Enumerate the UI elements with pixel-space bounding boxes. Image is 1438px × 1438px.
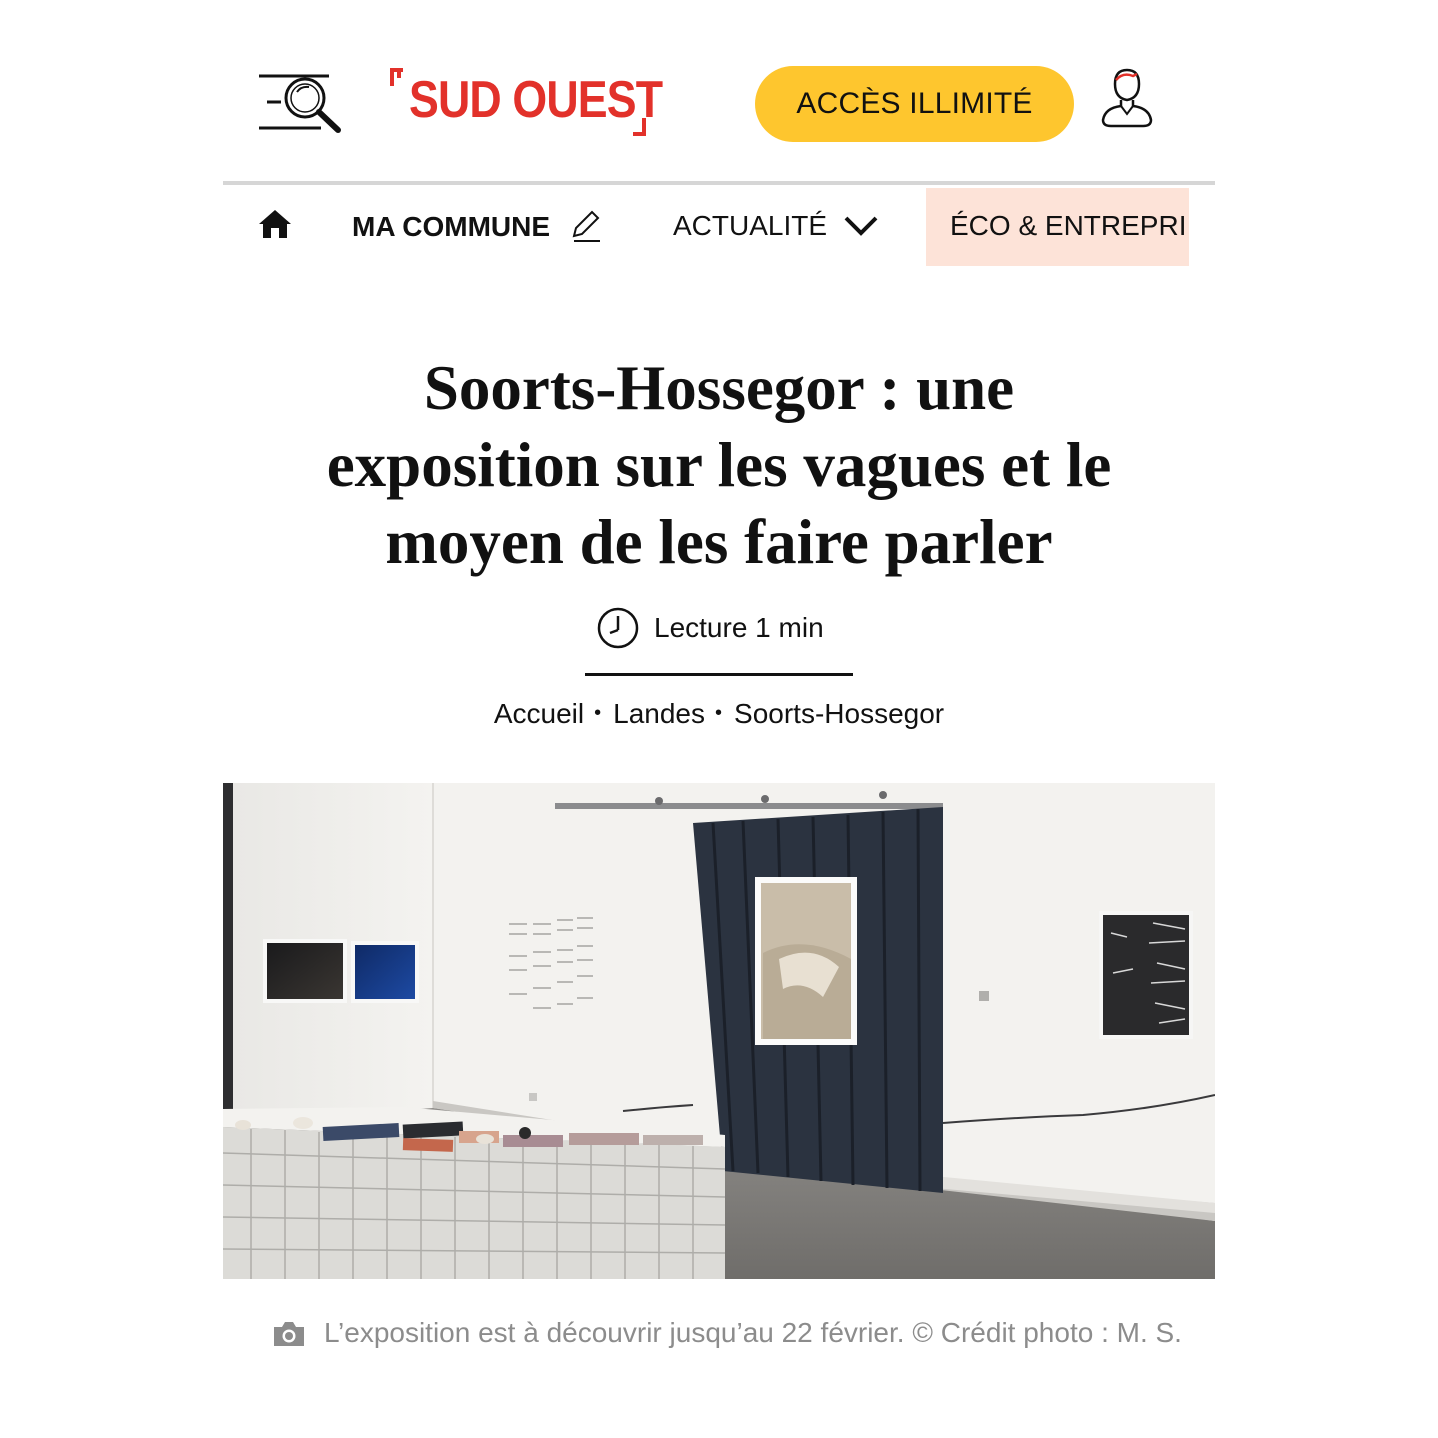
breadcrumb-soorts-hossegor[interactable]: Soorts-Hossegor [734, 698, 945, 729]
camera-icon [272, 1320, 306, 1348]
site-header [223, 40, 1215, 160]
pencil-icon [568, 210, 602, 244]
chevron-down-icon [843, 214, 879, 238]
site-logo[interactable] [389, 68, 663, 148]
nav-actualite[interactable] [673, 210, 879, 242]
reading-time [596, 604, 824, 652]
unlimited-access-button[interactable]: ACCÈS ILLIMITÉ [755, 66, 1074, 142]
photo-caption [272, 1310, 1182, 1406]
article-title: Soorts-Hossegor : une exposition sur les vagues et le moyen de les faire parler [326, 353, 1112, 577]
logo-text: SUD OUEST [409, 71, 663, 129]
title-divider [585, 673, 853, 676]
breadcrumb: Accueil • Landes • Soorts-Hossegor [493, 698, 945, 729]
reading-time-text: Lecture 1 min [654, 612, 824, 643]
nav-ma-commune-label: MA COMMUNE [352, 211, 551, 242]
clock-icon [596, 606, 640, 650]
nav-eco-entreprises[interactable] [926, 188, 1189, 266]
nav-eco-label: ÉCO & ENTREPRI [950, 210, 1187, 241]
main-nav [223, 188, 1215, 266]
header-divider [223, 181, 1215, 185]
breadcrumb-accueil[interactable]: Accueil [493, 698, 585, 729]
nav-ma-commune[interactable] [352, 210, 602, 244]
account-icon[interactable] [1099, 66, 1155, 128]
caption-text: L’exposition est à découvrir jusqu’au 22 février. © Crédit photo : M. S. [324, 1317, 1182, 1348]
breadcrumb-landes[interactable]: Landes [613, 698, 706, 729]
menu-search-icon[interactable] [259, 70, 345, 134]
nav-actualite-label: ACTUALITÉ [673, 210, 828, 241]
article-photo[interactable] [223, 783, 1215, 1279]
home-icon[interactable] [257, 206, 293, 242]
